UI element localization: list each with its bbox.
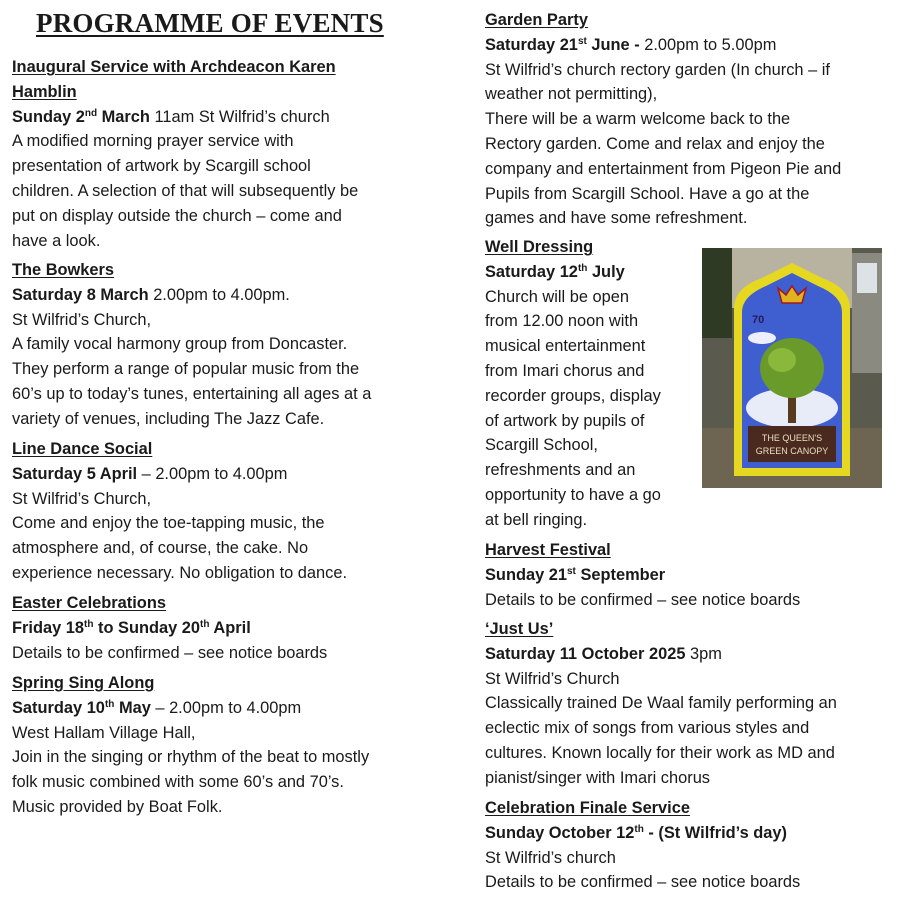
text-segment: – 2.00pm to 4.00pm bbox=[137, 464, 288, 483]
text-segment: St Wilfrid’s church bbox=[485, 848, 616, 867]
text-segment: Saturday 5 April bbox=[12, 464, 138, 483]
text-segment: games and have some refreshment. bbox=[485, 209, 748, 228]
text-segment: Join in the singing or rhythm of the beat to mostly bbox=[12, 748, 370, 767]
event-detail bbox=[12, 204, 358, 229]
event-heading: Well Dressing bbox=[485, 238, 594, 256]
event-date bbox=[485, 260, 661, 285]
event-date bbox=[12, 462, 347, 487]
text-segment: West Hallam Village Hall, bbox=[12, 723, 196, 742]
event-detail bbox=[12, 795, 369, 820]
ordinal-suffix: st bbox=[567, 565, 576, 577]
event-detail bbox=[12, 129, 358, 154]
event-detail bbox=[485, 667, 837, 692]
event-detail bbox=[485, 384, 661, 409]
text-segment: Saturday 21 bbox=[485, 35, 578, 54]
event-well-dressing bbox=[485, 235, 661, 533]
text-segment: May bbox=[114, 698, 151, 717]
text-segment: pianist/singer with Imari chorus bbox=[485, 768, 711, 787]
text-segment: Pupils from Scargill School. Have a go at the bbox=[485, 184, 810, 203]
event-heading: Hamblin bbox=[12, 82, 77, 101]
text-segment: Rectory garden. Come and relax and enjoy the bbox=[485, 134, 825, 153]
text-segment: from 12.00 noon with bbox=[485, 312, 639, 331]
ordinal-suffix: th bbox=[577, 262, 588, 274]
event-detail bbox=[12, 745, 369, 770]
text-segment: Church will be open bbox=[485, 287, 629, 306]
text-segment: Saturday 8 March bbox=[12, 285, 149, 304]
event-detail bbox=[12, 357, 371, 382]
event-detail bbox=[12, 770, 369, 795]
text-segment: have a look. bbox=[12, 231, 101, 250]
event-date bbox=[485, 821, 800, 846]
text-segment: 11am St Wilfrid’s church bbox=[149, 107, 330, 126]
event-detail bbox=[12, 229, 358, 254]
text-segment: at bell ringing. bbox=[485, 510, 588, 529]
event-date bbox=[12, 696, 369, 721]
event-detail bbox=[485, 206, 841, 231]
event-detail bbox=[485, 409, 661, 434]
event-detail bbox=[485, 182, 841, 207]
event-detail bbox=[12, 382, 371, 407]
event-just-us bbox=[485, 617, 837, 791]
text-segment: recorder groups, display bbox=[485, 386, 661, 405]
event-harvest-festival bbox=[485, 538, 800, 612]
event-celebration-finale-service bbox=[485, 796, 800, 895]
text-segment: from Imari chorus and bbox=[485, 361, 645, 380]
event-detail bbox=[485, 157, 841, 182]
text-segment: Details to be confirmed – see notice boards bbox=[12, 643, 328, 662]
text-segment: March bbox=[97, 107, 150, 126]
text-segment: - (St Wilfrid’s day) bbox=[643, 823, 787, 842]
text-segment: Details to be confirmed – see notice boards bbox=[485, 873, 801, 892]
text-segment: Friday 18 bbox=[12, 618, 84, 637]
event-date bbox=[12, 105, 358, 130]
text-segment: Saturday 11 October 2025 bbox=[485, 644, 686, 663]
number-art: 70 bbox=[752, 314, 765, 326]
event-detail bbox=[485, 309, 661, 334]
well-dressing-photo bbox=[702, 248, 882, 488]
event-detail bbox=[485, 458, 661, 483]
text-segment: St Wilfrid’s Church, bbox=[12, 310, 152, 329]
event-detail bbox=[485, 870, 800, 895]
event-heading: The Bowkers bbox=[12, 261, 115, 279]
event-easter-celebrations bbox=[12, 591, 327, 665]
text-segment: Scargill School, bbox=[485, 436, 598, 455]
event-detail bbox=[12, 179, 358, 204]
text-segment: September bbox=[575, 565, 666, 584]
event-heading: Harvest Festival bbox=[485, 541, 611, 559]
ordinal-suffix: th bbox=[104, 698, 115, 710]
event-detail bbox=[485, 58, 841, 83]
text-segment: They perform a range of popular music from the bbox=[12, 360, 360, 379]
event-detail bbox=[12, 641, 327, 666]
text-segment: St Wilfrid’s church rectory garden (In church – if bbox=[485, 60, 830, 79]
text-segment: put on display outside the church – come and bbox=[12, 206, 342, 225]
text-segment: 2.00pm to 4.00pm. bbox=[148, 285, 290, 304]
page-title: PROGRAMME OF EVENTS bbox=[36, 8, 384, 38]
event-heading: Garden Party bbox=[485, 11, 588, 29]
text-segment: 2.00pm to 5.00pm bbox=[639, 35, 777, 54]
text-segment: children. A selection of that will subsequently be bbox=[12, 181, 359, 200]
text-segment: There will be a warm welcome back to the bbox=[485, 110, 791, 129]
event-heading: Easter Celebrations bbox=[12, 594, 166, 612]
event-detail bbox=[485, 334, 661, 359]
event-detail bbox=[485, 741, 837, 766]
event-date bbox=[12, 616, 327, 641]
event-detail bbox=[485, 433, 661, 458]
event-detail bbox=[485, 132, 841, 157]
text-segment: presentation of artwork by Scargill school bbox=[12, 157, 311, 176]
text-segment: atmosphere and, of course, the cake. No bbox=[12, 539, 309, 558]
event-detail bbox=[12, 487, 347, 512]
ordinal-suffix: nd bbox=[84, 107, 98, 119]
text-segment: refreshments and an bbox=[485, 461, 636, 480]
ordinal-suffix: th bbox=[83, 618, 94, 630]
text-segment: weather not permitting), bbox=[485, 85, 658, 104]
event-date bbox=[12, 283, 371, 308]
text-segment: – 2.00pm to 4.00pm bbox=[150, 698, 302, 717]
event-heading: Line Dance Social bbox=[12, 440, 153, 458]
text-segment: opportunity to have a go bbox=[485, 485, 661, 504]
text-segment: St Wilfrid’s Church, bbox=[12, 489, 152, 508]
event-detail bbox=[12, 308, 371, 333]
text-segment: musical entertainment bbox=[485, 337, 646, 356]
event-heading: Spring Sing Along bbox=[12, 674, 155, 692]
event-date bbox=[485, 563, 800, 588]
text-segment: Details to be confirmed – see notice boards bbox=[485, 590, 801, 609]
event-detail bbox=[485, 359, 661, 384]
event-detail bbox=[485, 82, 841, 107]
text-segment: Come and enjoy the toe-tapping music, the bbox=[12, 514, 325, 533]
text-segment: St Wilfrid’s Church bbox=[485, 669, 620, 688]
text-segment: 60’s up to today’s tunes, entertaining all ages at a bbox=[12, 384, 372, 403]
text-segment: Sunday 21 bbox=[485, 565, 567, 584]
event-date bbox=[485, 33, 841, 58]
event-detail bbox=[485, 588, 800, 613]
text-segment: Sunday October 12 bbox=[485, 823, 635, 842]
event-detail bbox=[12, 561, 347, 586]
event-detail bbox=[12, 536, 347, 561]
text-segment: of artwork by pupils of bbox=[485, 411, 645, 430]
event-detail bbox=[12, 721, 369, 746]
event-spring-sing-along bbox=[12, 671, 369, 820]
text-segment: Classically trained De Waal family performing an bbox=[485, 694, 837, 713]
text-segment: eclectic mix of songs from various styles and bbox=[485, 719, 810, 738]
event-detail bbox=[485, 508, 661, 533]
event-date bbox=[485, 642, 837, 667]
event-line-dance-social bbox=[12, 437, 347, 586]
event-detail bbox=[12, 407, 371, 432]
event-detail bbox=[485, 846, 800, 871]
text-segment: to Sunday 20 bbox=[93, 618, 201, 637]
event-inaugural-service bbox=[12, 55, 358, 253]
text-segment: variety of venues, including The Jazz Cafe. bbox=[12, 409, 325, 428]
text-segment: company and entertainment from Pigeon Pie and bbox=[485, 159, 842, 178]
event-detail bbox=[12, 154, 358, 179]
text-segment: April bbox=[209, 618, 251, 637]
text-segment: A family vocal harmony group from Doncaster. bbox=[12, 335, 348, 354]
text-segment: July bbox=[587, 262, 625, 281]
text-segment: 3pm bbox=[685, 644, 722, 663]
text-segment: Sunday 2 bbox=[12, 107, 85, 126]
event-the-bowkers bbox=[12, 258, 371, 432]
text-segment: experience necessary. No obligation to dance. bbox=[12, 563, 347, 582]
event-garden-party bbox=[485, 8, 841, 231]
text-segment: cultures. Known locally for their work as MD and bbox=[485, 743, 835, 762]
text-segment: June - bbox=[586, 35, 640, 54]
svg-text:THE QUEEN'S: THE QUEEN'S bbox=[761, 433, 823, 443]
text-segment: A modified morning prayer service with bbox=[12, 132, 294, 151]
event-detail bbox=[485, 483, 661, 508]
event-heading: ‘Just Us’ bbox=[485, 620, 554, 638]
text-segment: Saturday 10 bbox=[12, 698, 105, 717]
ordinal-suffix: st bbox=[577, 35, 587, 47]
ordinal-suffix: th bbox=[634, 823, 644, 835]
event-detail bbox=[485, 766, 837, 791]
event-detail bbox=[485, 285, 661, 310]
event-detail bbox=[485, 691, 837, 716]
text-segment: Saturday 12 bbox=[485, 262, 578, 281]
svg-text:GREEN CANOPY: GREEN CANOPY bbox=[755, 446, 829, 456]
event-heading: Celebration Finale Service bbox=[485, 799, 690, 817]
text-segment: Music provided by Boat Folk. bbox=[12, 797, 223, 816]
event-heading: Inaugural Service with Archdeacon Karen bbox=[12, 58, 336, 76]
text-segment: folk music combined with some 60’s and 70’s. bbox=[12, 773, 344, 792]
event-detail bbox=[12, 511, 347, 536]
event-detail bbox=[485, 107, 841, 132]
event-detail bbox=[485, 716, 837, 741]
ordinal-suffix: th bbox=[200, 618, 210, 630]
event-detail bbox=[12, 332, 371, 357]
